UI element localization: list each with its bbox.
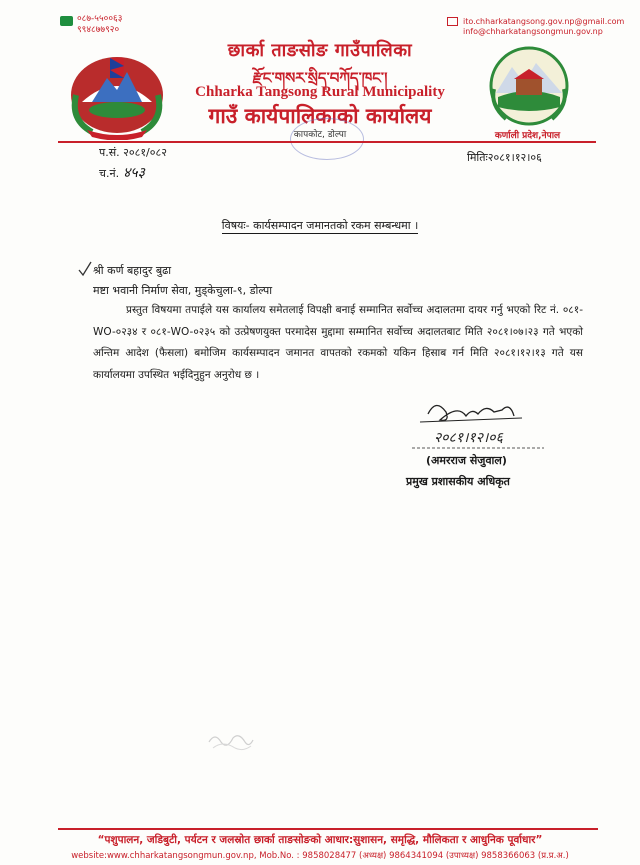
municipality-title-nepali: छार्का ताङसोङ गाउँपालिका (227, 40, 413, 61)
email-contact (447, 17, 624, 37)
header-divider (58, 141, 596, 143)
checkmark-icon (78, 261, 92, 277)
email-line-2: info@chharkatangsongmun.gov.np (463, 27, 603, 36)
mail-icon (447, 17, 458, 26)
handwritten-signature (406, 396, 556, 456)
phone-line-2: ९९४८७७९२० (77, 25, 120, 35)
municipality-title-english: Chharka Tangsong Rural Municipality (195, 84, 445, 100)
footer-divider (58, 828, 598, 830)
phone-icon (60, 16, 73, 26)
recipient-address: मष्टा भवानी निर्माण सेवा, मुड्केचुला-९, डोल्पा (93, 284, 273, 297)
phone-line-1: ०८७-५५००६३ (77, 14, 123, 24)
dispatch-number (99, 163, 145, 182)
phone-contact (60, 14, 122, 36)
office-title: गाउँ कार्यपालिकाको कार्यालय (208, 104, 432, 128)
footer-contact: website:www.chharkatangsongmun.gov.np, Mob.No. : 9858028477 (अध्यक्ष) 9864341094 (उपाध्यक्ष) 9858366063 (प्र.प्र.अ.) (71, 851, 569, 861)
recipient-name: श्री कर्ण बहादुर बुढा (93, 264, 172, 277)
letter-date: मितिः२०८१।१२।०६ (467, 151, 542, 164)
dispatch-label: च.नं. (99, 167, 120, 180)
signature-date: २०८१।१२।०६ (434, 430, 503, 446)
letter-body-text: प्रस्तुत विषयमा तपाईले यस कार्यालय समेतलाई विपक्षी बनाई सम्मानित सर्वोच्च अदालतमा दायर गर्नु भएको रिट नं. ०८१-WO-०२३४ र ०८१-WO-०२३५ को उत्प्रेषणयुक्त परमादेस मुद्दामा सम्मानित सर्वोच्च अदालतबाट मिति २०८१।०७।२३ गते भएको अन्तिम आदेश (फैसला) बमोजिम कार्यसम्पादन जमानत वापतको रकमको यकिन हिसाब गर्न मिति २०८१।१२।१३ गते यस कार्यालयमा उपस्थित भईदिनुहुन अनुरोध छ । (93, 304, 583, 381)
scan-smudge (205, 728, 257, 754)
signatory-name: (अमरराज सेजुवाल) (426, 454, 507, 467)
office-stamp (290, 118, 364, 160)
dispatch-value: ४५३ (123, 165, 145, 181)
reference-number: प.सं. २०८१/०८२ (99, 146, 167, 159)
letter-subject (0, 218, 640, 233)
municipality-title-tibetan: རྫོང་གསར་སྲིད་བཀོད་ཁང་། (252, 69, 388, 87)
subject-text: विषयः- कार्यसम्पादन जमानतको रकम सम्बन्धमा । (221, 219, 419, 232)
signatory-title: प्रमुख प्रशासकीय अधिकृत (406, 475, 510, 488)
province-label: कर्णाली प्रदेश,नेपाल (494, 131, 561, 141)
footer-slogan: “पशुपालन, जडिबुटी, पर्यटन र जलस्रोत छार्का ताङसोङको आधार:सुशासन, समृद्धि, मौलिकता र आधुनिक पूर्वाधार” (97, 834, 543, 846)
office-place: कापकोट, डोल्पा (293, 130, 347, 140)
email-line-1: ito.chharkatangsong.gov.np@gmail.com (463, 17, 625, 26)
letter-body (93, 300, 583, 386)
